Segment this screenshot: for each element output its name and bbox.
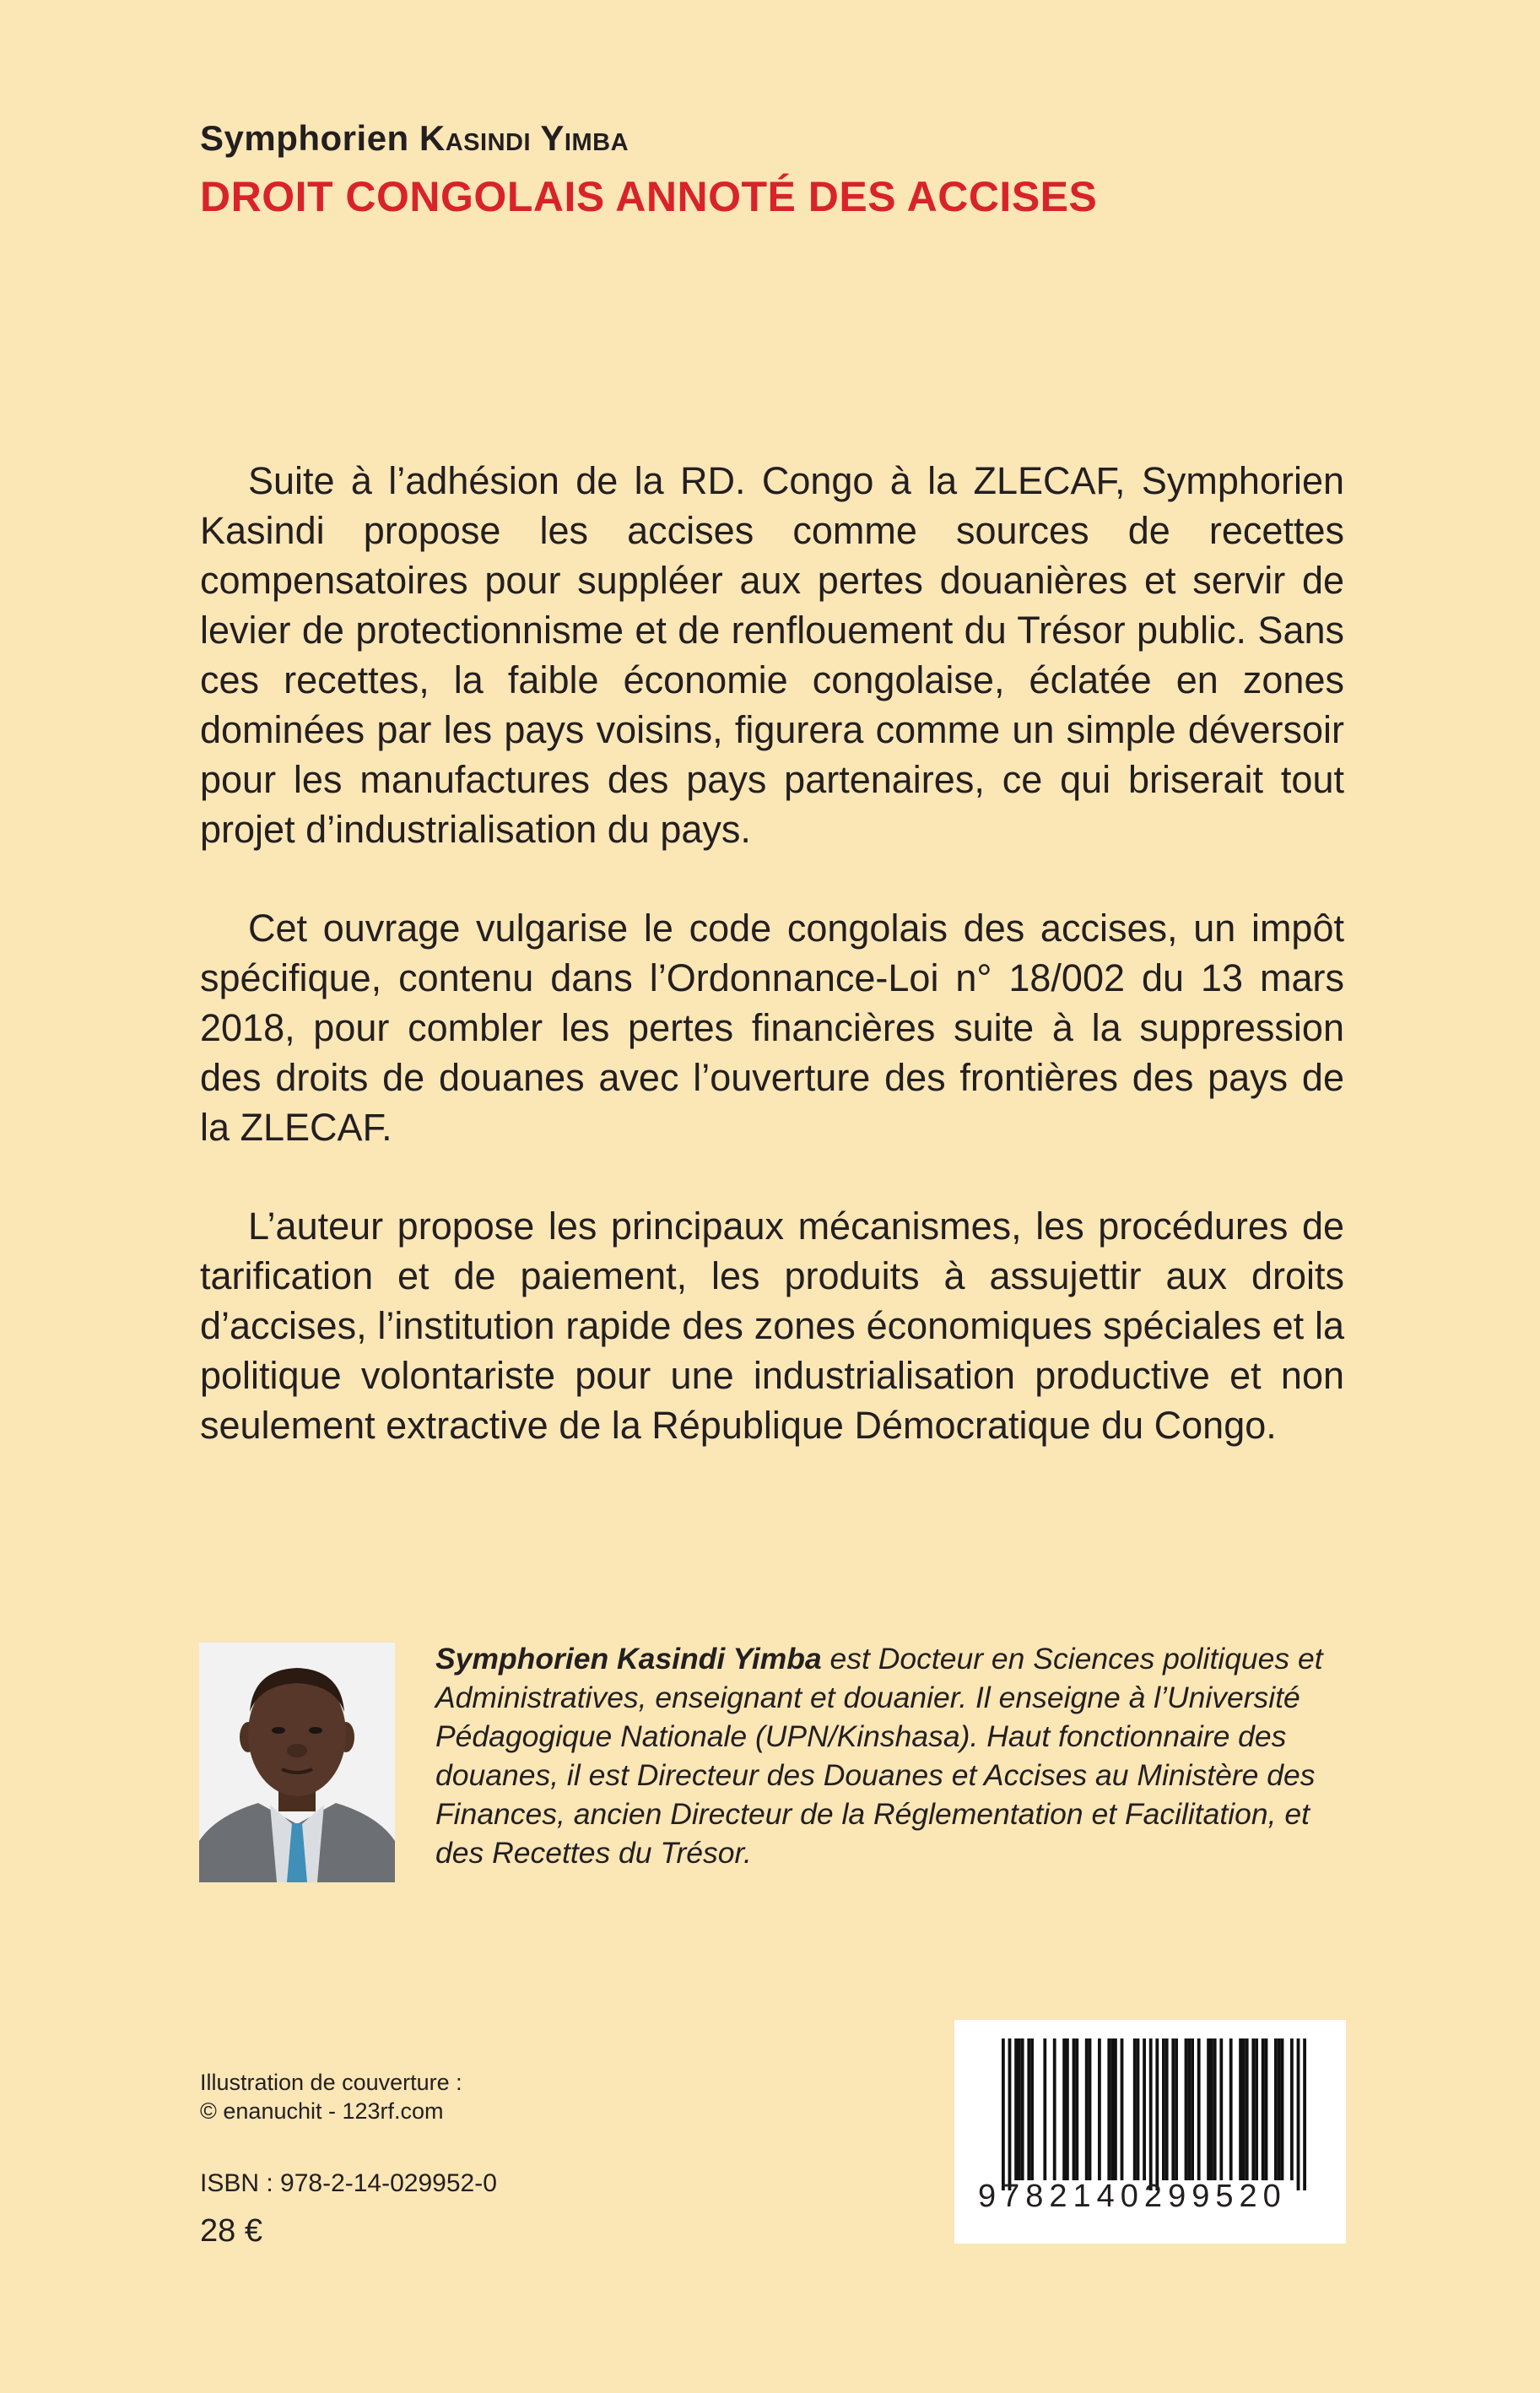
barcode-bar [1075,2038,1078,2180]
barcode-bar [1239,2038,1242,2180]
barcode-bar [1229,2038,1233,2180]
barcode-bar [1265,2038,1268,2180]
barcode-bar [1133,2038,1137,2180]
barcode [954,2020,1346,2244]
barcode-bar [1014,2038,1018,2180]
barcode-bar [1278,2038,1281,2180]
barcode-bar [1073,2038,1076,2180]
barcode-bar [1303,2038,1306,2190]
barcode-bar [1053,2038,1056,2180]
author-name [200,118,629,159]
barcode-bar [1197,2038,1201,2180]
barcode-bar [1210,2038,1213,2180]
book-title: DROIT CONGOLAIS ANNOTÉ DES ACCISES [200,173,1098,220]
author-bio [435,1639,1345,1872]
barcode-bar [1274,2038,1278,2180]
barcode-digits: 9782140299520 [978,2179,1287,2214]
barcode-bar [1143,2038,1146,2180]
barcode-bar [1219,2038,1223,2180]
barcode-bar [1021,2038,1024,2180]
barcode-bar [1213,2038,1217,2180]
barcode-bar [1185,2038,1188,2180]
blurb-paragraph: Suite à l’adhésion de la RD. Congo à la ZLECAF, Symphorien Kasindi propose les accises comme sources de recettes compensatoires pour suppléer aux pertes douanières et servir de levier de protectionnisme et de renflouement du Trésor public. Sans ces recettes, la faible économie congolaise, éclatée en zones dominées par les pays voisins, figurera comme un simple déversoir pour les manufactures des pays partenaires, ce qui briserait tout projet d’industrialisation du pays. [200,459,1344,851]
author-last-name: Kasindi Yimba [419,118,630,158]
credit-label: Illustration de couverture : [200,2070,462,2095]
barcode-bar [1246,2038,1249,2180]
barcode-bar [1297,2038,1300,2190]
barcode-bar [1089,2038,1092,2180]
barcode-bar [1002,2038,1005,2190]
barcode-bar [1008,2038,1012,2190]
barcode-bar [1191,2038,1194,2180]
barcode-bar [1242,2038,1246,2180]
barcode-bar [1110,2038,1114,2180]
barcode-bar [1175,2038,1178,2180]
blurb-paragraph: Cet ouvrage vulgarise le code congolais des accises, un impôt spécifique, contenu dans l’Ordonnance-Loi n° 18/002 du 13 mars 2018, pour combler les pertes financières suite à la suppression des droits de douanes avec l’ouverture des frontières des pays de la ZLECAF. [200,907,1344,1149]
barcode-bar [1114,2038,1117,2180]
barcode-bar [1207,2038,1210,2180]
author-first-name: Symphorien [200,118,409,158]
barcode-bar [1281,2038,1284,2180]
barcode-bar [1030,2038,1034,2180]
author-photo [199,1643,395,1882]
bio-text: est Docteur en Sciences politiques et Administratives, enseignant et douanier. Il enseigne à l’Université Pédagogique Nationale (UPN/Kinshasa). Haut fonctionnaire des douanes, il est Directeur des Douanes et Accises au Ministère des Finances, ancien Directeur de la Réglementation et Facilitation, et des Recettes du Trésor. [435,1642,1323,1870]
blurb-paragraph: L’auteur propose les principaux mécanismes, les procédures de tarification et de paiement, les produits à assujettir aux droits d’accises, l’institution rapide des zones économiques spéciales et la politique volontariste pour une industrialisation productive et non seulement extractive de la République Démocratique du Congo. [200,1205,1344,1447]
author-portrait-illustration [199,1643,395,1882]
barcode-bar [1027,2038,1030,2180]
barcode-bar [1262,2038,1265,2180]
barcode-bar [1290,2038,1294,2180]
cover-illustration-credit [200,2068,462,2125]
barcode-bar [1107,2038,1110,2180]
barcode-bar [1043,2038,1046,2180]
book-price: 28 € [200,2213,262,2249]
barcode-bar [1165,2038,1169,2180]
barcode-bar [1066,2038,1069,2180]
barcode-bar [1149,2038,1153,2190]
barcode-bar [1098,2038,1101,2180]
barcode-bar [1162,2038,1165,2180]
barcode-bar [1121,2038,1124,2180]
barcode-bar [1137,2038,1140,2180]
barcode-bar [1018,2038,1021,2180]
barcode-bar [1085,2038,1089,2180]
barcode-bar [1155,2038,1159,2190]
isbn-number: ISBN : 978-2-14-029952-0 [200,2169,497,2197]
credit-source: © enanuchit - 123rf.com [200,2098,444,2124]
barcode-bar [1255,2038,1258,2180]
bio-author-name: Symphorien Kasindi Yimba [435,1642,822,1676]
barcode-bar [1062,2038,1066,2180]
barcode-bar [1187,2038,1191,2180]
back-cover-blurb [200,456,1344,1499]
barcode-bar [1251,2038,1255,2180]
barcode-bar [1171,2038,1175,2180]
